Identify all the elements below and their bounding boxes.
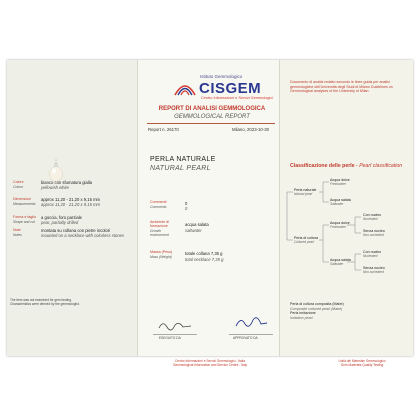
node-label: Con nucleo <box>363 213 382 217</box>
colour-label: Colore <box>13 180 24 184</box>
comments-value: 0 <box>185 201 188 206</box>
node-label: Acqua salata <box>330 258 351 262</box>
node-label: Senza nucleo <box>363 229 385 233</box>
colour-value-en: yellowish white <box>41 185 69 190</box>
classification-title <box>290 163 402 169</box>
guidelines-note-it: Documento di analisi redatto secondo le linee guida per analisi gemmologiche dell'Università degli Studi di Milano <box>290 80 390 89</box>
composite-label-en: Composite cultured pearl (Mabe) <box>290 306 343 311</box>
environment-value: acqua salata <box>185 222 209 227</box>
logo-text: CISGEM <box>199 80 262 97</box>
report-number: Report n. 26170 <box>148 127 179 132</box>
node-label: Acqua dolce <box>330 178 350 182</box>
node-label-en: Freshwater <box>330 182 346 186</box>
mass-label-en: Mass (Weight) <box>150 255 172 259</box>
comments-value-en: 0 <box>185 206 188 211</box>
signature-label-1: ESEGUITO DA <box>159 336 181 340</box>
signature-label-2: APPROVATO DA <box>233 336 258 340</box>
node-non-nucleated-2 <box>363 266 385 274</box>
report-title-en: GEMMOLOGICAL REPORT <box>174 114 250 120</box>
signature-line <box>229 334 273 335</box>
shape-value: a goccia, foro parziale <box>41 215 82 220</box>
node-label-en: Non-nucleated <box>363 270 384 274</box>
environment-value-en: saltwater <box>185 228 202 233</box>
measurements-value: approx 11,20 - 21,20 x 9,15 mm <box>41 197 101 202</box>
notes-value: montata su collana con pietre incolori <box>41 228 111 233</box>
comments-label-en: Comments <box>150 205 167 209</box>
mass-value: totale collana 7,35 g <box>185 251 223 256</box>
mass-value-en: total necklace 7,35 g <box>185 257 224 262</box>
node-cultured-pearl <box>294 236 318 244</box>
node-nucleated-2 <box>363 250 381 258</box>
fold-line <box>137 60 138 356</box>
divider <box>147 123 275 124</box>
node-label-en: Saltwater <box>330 262 344 266</box>
environment-label-en: Growth environment <box>150 229 169 237</box>
footer-center-1: Centro Informazioni e Servizi Gemmologici - Italia <box>175 359 245 363</box>
node-label-en: Nucleated <box>363 254 378 258</box>
imitation-label: Perla imitazione <box>290 311 316 316</box>
imitation-label-en: Imitation pearl <box>290 315 313 320</box>
node-label: Perla di coltura <box>294 236 318 240</box>
footer-right-2: Gem Materials Quality Testing <box>340 363 384 367</box>
node-saltwater-1 <box>330 198 351 206</box>
notes-label-en: Notes <box>13 233 22 237</box>
footer-left-1: The item was not examined for gem testing. <box>10 298 72 302</box>
node-label: Acqua dolce <box>330 221 350 225</box>
measurements-value-en: approx 11,20 - 21,20 x 9,15 mm <box>41 202 101 207</box>
node-label-en: Saltwater <box>330 202 344 206</box>
logo-subtitle: Centro Informazioni e Servizi Gemmologici <box>201 96 273 100</box>
environment-label: Ambiente di formazione <box>150 220 169 229</box>
other-pearl-types <box>290 302 344 320</box>
colour-label-en: Colour <box>13 185 23 189</box>
notes-label: Note <box>13 228 21 232</box>
notes-value-en: mounted on a necklace with colorless stones <box>41 233 125 238</box>
fold-line <box>279 60 280 356</box>
guidelines-note-en: Guidelines on Gemmological analyses of the University of Milan <box>290 84 393 94</box>
node-freshwater-1 <box>330 178 350 186</box>
signature-2 <box>233 314 269 332</box>
node-non-nucleated-1 <box>363 229 385 237</box>
node-label-en: Freshwater <box>330 225 346 229</box>
mass-label: Massa (Peso) <box>150 250 173 254</box>
left-panel <box>7 60 137 356</box>
node-label-en: Nucleated <box>363 217 378 221</box>
shape-label: Forma e taglio <box>13 215 36 219</box>
node-label: Con nucleo <box>363 250 382 254</box>
shape-label-en: Shape and cut <box>13 220 35 224</box>
node-nucleated-1 <box>363 213 381 221</box>
node-label: Senza nucleo <box>363 266 385 270</box>
measurements-label: Dimensioni <box>13 197 31 201</box>
comments-label: Commenti <box>150 200 167 204</box>
guidelines-note <box>290 80 412 94</box>
pearl-title: PERLA NATURALE <box>150 156 216 163</box>
shape-value-en: pear, partially drilled <box>41 220 79 225</box>
node-label-en: Non-nucleated <box>363 233 384 237</box>
report-title: REPORT DI ANALISI GEMMOLOGICA <box>158 106 266 112</box>
report-document <box>7 60 413 356</box>
node-label-en: Natural pearl <box>294 192 313 196</box>
composite-label: Perla di coltura composita (Mabe) <box>290 302 344 306</box>
footer-center <box>130 359 290 367</box>
node-label-en: Cultured pearl <box>294 240 315 244</box>
node-label: Perla naturale <box>294 188 317 192</box>
measurements-label-en: Measurements <box>13 202 36 206</box>
footer-left <box>10 298 80 307</box>
footer-center-2: Gemmological Information and Service Centre - Italy <box>172 363 248 367</box>
institute-label: Istituto Gemmologico <box>200 74 243 79</box>
node-label: Acqua salata <box>330 198 351 202</box>
classification-title-it: Classificazione delle perle <box>290 163 355 169</box>
footer-right <box>312 359 412 367</box>
node-natural-pearl <box>294 188 316 196</box>
classification-title-en: - Pearl classification <box>354 163 403 169</box>
node-saltwater-2 <box>330 258 351 266</box>
node-freshwater-2 <box>330 221 350 229</box>
footer-right-1: Unità del Materiale Gemmologico <box>338 359 386 363</box>
footer-left-2: Characteristics were derived by the gemmologist. <box>10 302 80 307</box>
report-date: Milano, 2023-10-30 <box>232 127 270 132</box>
colour-value: bianco con sfumatura gialla <box>41 180 92 185</box>
signature-1 <box>157 318 193 332</box>
signature-line <box>153 334 197 335</box>
globe-icon <box>173 79 197 99</box>
pearl-title-en: NATURAL PEARL <box>150 165 211 172</box>
